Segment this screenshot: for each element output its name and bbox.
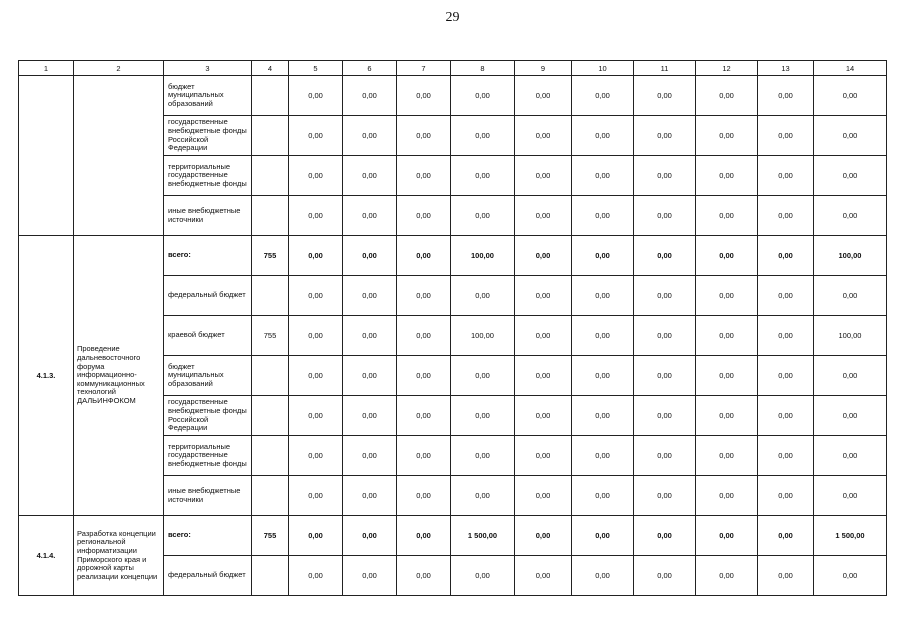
- amount-cell: 0,00: [289, 116, 343, 156]
- amount-cell: 0,00: [397, 476, 451, 516]
- amount-cell: 0,00: [634, 276, 696, 316]
- amount-cell: 0,00: [515, 396, 572, 436]
- amount-cell: 100,00: [451, 236, 515, 276]
- amount-cell: 0,00: [758, 196, 814, 236]
- budget-code: [252, 276, 289, 316]
- amount-cell: 0,00: [696, 316, 758, 356]
- column-number-6: 6: [343, 61, 397, 76]
- amount-cell: 0,00: [515, 476, 572, 516]
- amount-cell: 1 500,00: [451, 516, 515, 556]
- amount-cell: 0,00: [696, 76, 758, 116]
- amount-cell: 0,00: [758, 476, 814, 516]
- amount-cell: 0,00: [289, 516, 343, 556]
- amount-cell: 0,00: [397, 436, 451, 476]
- amount-cell: 0,00: [397, 156, 451, 196]
- amount-cell: 0,00: [758, 556, 814, 596]
- column-number-11: 11: [634, 61, 696, 76]
- amount-cell: 0,00: [758, 116, 814, 156]
- amount-cell: 0,00: [397, 116, 451, 156]
- table-body: [19, 76, 887, 596]
- amount-cell: 0,00: [696, 196, 758, 236]
- amount-cell: 0,00: [343, 196, 397, 236]
- amount-cell: 0,00: [814, 156, 887, 196]
- amount-cell: 0,00: [572, 316, 634, 356]
- funding-source: государственные внебюджетные фонды Российской Федерации: [164, 396, 252, 436]
- amount-cell: 0,00: [343, 516, 397, 556]
- amount-cell: 0,00: [814, 76, 887, 116]
- amount-cell: 0,00: [814, 276, 887, 316]
- budget-code: 755: [252, 236, 289, 276]
- amount-cell: 0,00: [634, 396, 696, 436]
- item-code: 4.1.4.: [19, 516, 74, 596]
- column-number-4: 4: [252, 61, 289, 76]
- funding-source: краевой бюджет: [164, 316, 252, 356]
- amount-cell: 0,00: [572, 76, 634, 116]
- amount-cell: 0,00: [634, 116, 696, 156]
- funding-source: бюджет муниципальных образований: [164, 356, 252, 396]
- amount-cell: 0,00: [289, 436, 343, 476]
- amount-cell: 0,00: [758, 276, 814, 316]
- amount-cell: 0,00: [289, 476, 343, 516]
- amount-cell: 0,00: [451, 556, 515, 596]
- amount-cell: 0,00: [696, 516, 758, 556]
- budget-code: [252, 556, 289, 596]
- amount-cell: 100,00: [814, 236, 887, 276]
- amount-cell: 0,00: [572, 516, 634, 556]
- column-number-8: 8: [451, 61, 515, 76]
- amount-cell: 0,00: [572, 396, 634, 436]
- amount-cell: 100,00: [451, 316, 515, 356]
- amount-cell: 0,00: [289, 76, 343, 116]
- amount-cell: 0,00: [515, 156, 572, 196]
- column-number-5: 5: [289, 61, 343, 76]
- amount-cell: 0,00: [289, 156, 343, 196]
- budget-code: 755: [252, 316, 289, 356]
- column-number-10: 10: [572, 61, 634, 76]
- amount-cell: 0,00: [343, 76, 397, 116]
- amount-cell: 0,00: [397, 316, 451, 356]
- amount-cell: 0,00: [343, 316, 397, 356]
- amount-cell: 0,00: [572, 276, 634, 316]
- funding-source: бюджет муниципальных образований: [164, 76, 252, 116]
- amount-cell: 0,00: [696, 276, 758, 316]
- amount-cell: 0,00: [343, 476, 397, 516]
- funding-source: территориальные государственные внебюджетные фонды: [164, 436, 252, 476]
- amount-cell: 0,00: [696, 556, 758, 596]
- amount-cell: 0,00: [343, 396, 397, 436]
- amount-cell: 0,00: [289, 276, 343, 316]
- amount-cell: 0,00: [397, 356, 451, 396]
- amount-cell: 0,00: [814, 196, 887, 236]
- amount-cell: 0,00: [634, 196, 696, 236]
- amount-cell: 0,00: [451, 476, 515, 516]
- amount-cell: 0,00: [572, 196, 634, 236]
- amount-cell: 0,00: [343, 236, 397, 276]
- amount-cell: 0,00: [451, 116, 515, 156]
- amount-cell: 0,00: [696, 476, 758, 516]
- amount-cell: 0,00: [397, 236, 451, 276]
- amount-cell: 0,00: [814, 556, 887, 596]
- column-number-14: 14: [814, 61, 887, 76]
- budget-code: 755: [252, 516, 289, 556]
- amount-cell: 0,00: [515, 436, 572, 476]
- amount-cell: 0,00: [758, 156, 814, 196]
- budget-code: [252, 76, 289, 116]
- column-number-1: 1: [19, 61, 74, 76]
- funding-source: иные внебюджетные источники: [164, 476, 252, 516]
- amount-cell: 0,00: [515, 236, 572, 276]
- amount-cell: 0,00: [397, 76, 451, 116]
- amount-cell: 0,00: [397, 516, 451, 556]
- amount-cell: 0,00: [343, 276, 397, 316]
- amount-cell: 0,00: [814, 396, 887, 436]
- funding-source: иные внебюджетные источники: [164, 196, 252, 236]
- amount-cell: 0,00: [696, 436, 758, 476]
- amount-cell: 0,00: [814, 356, 887, 396]
- amount-cell: 0,00: [572, 556, 634, 596]
- amount-cell: 0,00: [634, 316, 696, 356]
- amount-cell: 0,00: [758, 356, 814, 396]
- amount-cell: 0,00: [515, 556, 572, 596]
- amount-cell: 0,00: [814, 116, 887, 156]
- column-number-3: 3: [164, 61, 252, 76]
- amount-cell: 0,00: [289, 396, 343, 436]
- amount-cell: 0,00: [814, 436, 887, 476]
- budget-code: [252, 436, 289, 476]
- amount-cell: 0,00: [451, 196, 515, 236]
- amount-cell: 0,00: [758, 396, 814, 436]
- item-name: Проведение дальневосточного форума информационно-коммуникационных технологий ДАЛЬИНФОКОМ: [74, 236, 164, 516]
- column-number-9: 9: [515, 61, 572, 76]
- amount-cell: 0,00: [758, 516, 814, 556]
- amount-cell: 0,00: [343, 556, 397, 596]
- amount-cell: 0,00: [814, 476, 887, 516]
- amount-cell: 0,00: [758, 436, 814, 476]
- amount-cell: 0,00: [289, 196, 343, 236]
- amount-cell: 0,00: [572, 156, 634, 196]
- funding-source: всего:: [164, 236, 252, 276]
- amount-cell: 0,00: [758, 76, 814, 116]
- amount-cell: 0,00: [758, 236, 814, 276]
- budget-code: [252, 396, 289, 436]
- amount-cell: 0,00: [634, 436, 696, 476]
- budget-code: [252, 196, 289, 236]
- amount-cell: 0,00: [397, 396, 451, 436]
- amount-cell: 0,00: [634, 356, 696, 396]
- amount-cell: 0,00: [289, 316, 343, 356]
- budget-code: [252, 116, 289, 156]
- item-name: [74, 76, 164, 236]
- amount-cell: 0,00: [343, 436, 397, 476]
- amount-cell: 0,00: [696, 236, 758, 276]
- amount-cell: 0,00: [696, 396, 758, 436]
- amount-cell: 0,00: [515, 316, 572, 356]
- budget-code: [252, 356, 289, 396]
- amount-cell: 0,00: [634, 156, 696, 196]
- amount-cell: 0,00: [696, 116, 758, 156]
- amount-cell: 0,00: [343, 156, 397, 196]
- item-name: Разработка концепции региональной информатизации Приморского края и дорожной карты реализации концепции: [74, 516, 164, 596]
- amount-cell: 0,00: [696, 356, 758, 396]
- column-number-12: 12: [696, 61, 758, 76]
- amount-cell: 0,00: [634, 76, 696, 116]
- amount-cell: 0,00: [572, 436, 634, 476]
- amount-cell: 0,00: [572, 476, 634, 516]
- amount-cell: 0,00: [572, 116, 634, 156]
- amount-cell: 1 500,00: [814, 516, 887, 556]
- amount-cell: 0,00: [289, 236, 343, 276]
- amount-cell: 0,00: [572, 236, 634, 276]
- amount-cell: 0,00: [289, 556, 343, 596]
- amount-cell: 0,00: [634, 476, 696, 516]
- column-number-2: 2: [74, 61, 164, 76]
- amount-cell: 0,00: [451, 156, 515, 196]
- funding-source: государственные внебюджетные фонды Российской Федерации: [164, 116, 252, 156]
- table-row: [19, 516, 887, 556]
- amount-cell: 0,00: [515, 356, 572, 396]
- amount-cell: 0,00: [397, 276, 451, 316]
- amount-cell: 0,00: [289, 356, 343, 396]
- funding-source: федеральный бюджет: [164, 556, 252, 596]
- funding-source: федеральный бюджет: [164, 276, 252, 316]
- amount-cell: 0,00: [634, 236, 696, 276]
- funding-source: всего:: [164, 516, 252, 556]
- amount-cell: 0,00: [397, 196, 451, 236]
- amount-cell: 0,00: [397, 556, 451, 596]
- amount-cell: 0,00: [515, 516, 572, 556]
- amount-cell: 0,00: [515, 276, 572, 316]
- amount-cell: 0,00: [451, 276, 515, 316]
- column-number-7: 7: [397, 61, 451, 76]
- amount-cell: 0,00: [451, 76, 515, 116]
- budget-table: [18, 60, 887, 596]
- column-number-13: 13: [758, 61, 814, 76]
- amount-cell: 100,00: [814, 316, 887, 356]
- page-number: 29: [445, 10, 460, 25]
- table-row: [19, 236, 887, 276]
- amount-cell: 0,00: [343, 356, 397, 396]
- amount-cell: 0,00: [451, 396, 515, 436]
- budget-code: [252, 476, 289, 516]
- amount-cell: 0,00: [572, 356, 634, 396]
- amount-cell: 0,00: [696, 156, 758, 196]
- amount-cell: 0,00: [451, 356, 515, 396]
- funding-source: территориальные государственные внебюджетные фонды: [164, 156, 252, 196]
- amount-cell: 0,00: [515, 116, 572, 156]
- column-number-row: [19, 61, 887, 76]
- amount-cell: 0,00: [451, 436, 515, 476]
- budget-code: [252, 156, 289, 196]
- amount-cell: 0,00: [634, 556, 696, 596]
- amount-cell: 0,00: [343, 116, 397, 156]
- amount-cell: 0,00: [515, 76, 572, 116]
- amount-cell: 0,00: [515, 196, 572, 236]
- item-code: [19, 76, 74, 236]
- amount-cell: 0,00: [634, 516, 696, 556]
- table-row: [19, 76, 887, 116]
- item-code: 4.1.3.: [19, 236, 74, 516]
- amount-cell: 0,00: [758, 316, 814, 356]
